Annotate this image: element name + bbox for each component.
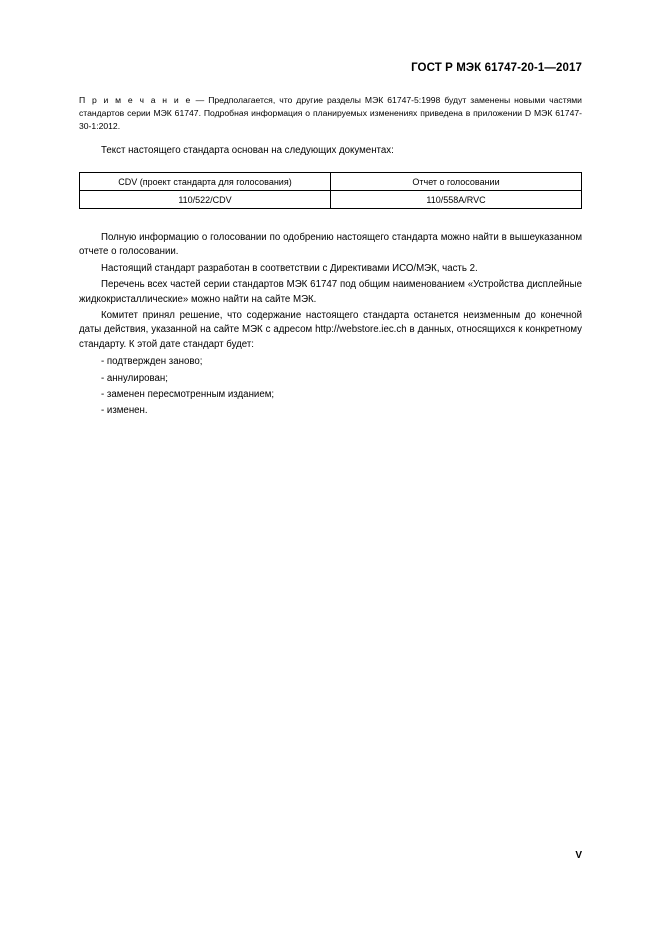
voting-documents-table bbox=[79, 172, 582, 209]
table-cell-cdv-value: 110/522/CDV bbox=[80, 191, 331, 209]
intro-paragraph: Текст настоящего стандарта основан на следующих документах: bbox=[101, 144, 394, 156]
list-item: - аннулирован; bbox=[101, 372, 168, 384]
paragraph-directives: Настоящий стандарт разработан в соответствии с Директивами ИСО/МЭК, часть 2. bbox=[101, 262, 478, 274]
note-block bbox=[79, 94, 582, 134]
paragraph-committee-decision: Комитет принял решение, что содержание настоящего стандарта останется неизменным до конечной даты действия, указанной на сайте МЭК с адресом http://webstore.iec.ch в данных, относящихся к конкретному стандарту. К этой дате стандарт будет: bbox=[79, 310, 582, 350]
note-text: Предполагается, что другие разделы МЭК 61747-5:1998 будут заменены новыми частями стандартов серии МЭК 61747. Подробная информация о планируемых изменениях приведена в приложении D МЭК 61747-30-1:2012. bbox=[79, 95, 582, 132]
note-dash: — bbox=[191, 95, 209, 105]
page-content bbox=[79, 90, 582, 419]
table-row bbox=[80, 191, 582, 209]
page-number: V bbox=[575, 850, 582, 861]
paragraph-series-list: Перечень всех частей серии стандартов МЭК 61747 под общим наименованием «Устройства дисплейные жидкокристаллические» можно найти на сайте МЭК. bbox=[79, 279, 582, 305]
paragraph-voting-info: Полную информацию о голосовании по одобрению настоящего стандарта можно найти в вышеуказанном отчете о голосовании. bbox=[79, 232, 582, 258]
list-item: - заменен пересмотренным изданием; bbox=[101, 389, 275, 401]
table-header-cell-report: Отчет о голосовании bbox=[331, 173, 582, 191]
note-label: П р и м е ч а н и е bbox=[79, 95, 192, 105]
page-header bbox=[0, 62, 661, 74]
table-header-cell-cdv: CDV (проект стандарта для голосования) bbox=[80, 173, 331, 191]
list-item: - изменен. bbox=[101, 405, 148, 417]
list-item: - подтвержден заново; bbox=[101, 356, 203, 368]
table-cell-report-value: 110/558A/RVC bbox=[331, 191, 582, 209]
page-header-title: ГОСТ Р МЭК 61747-20-1—2017 bbox=[411, 62, 582, 74]
table-header-row bbox=[80, 173, 582, 191]
decision-list bbox=[79, 355, 582, 419]
